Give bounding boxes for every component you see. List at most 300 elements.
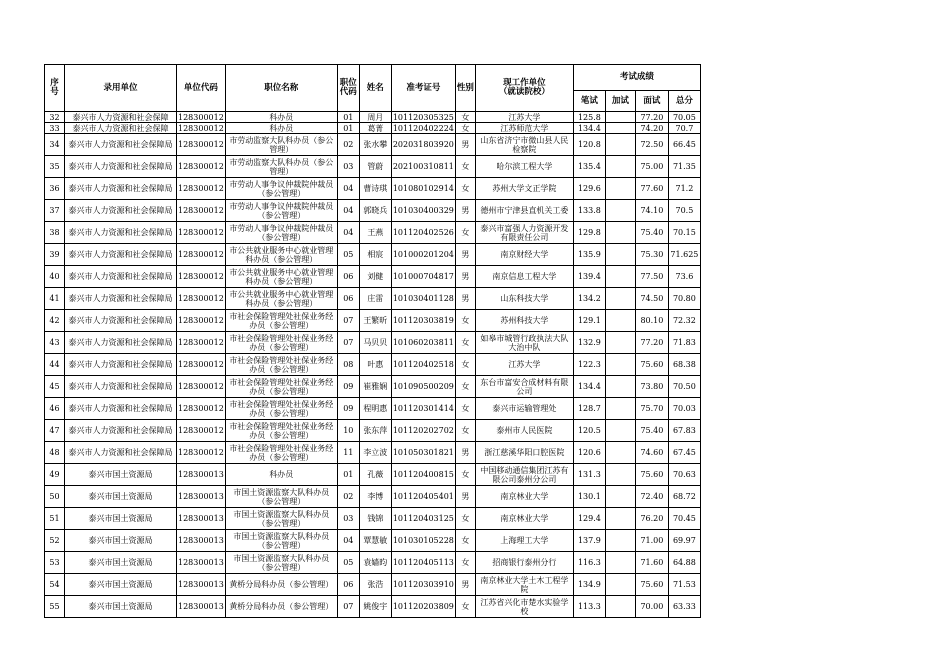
cell-current-unit: 招商银行泰州分行 [475,552,573,574]
cell-interview: 75.70 [635,398,668,420]
cell-total: 70.7 [668,123,700,134]
cell-written: 131.3 [573,464,605,486]
cell-position-code: 05 [337,244,359,266]
cell-employer: 泰兴市人力资源和社会保障局 [65,354,177,376]
cell-current-unit: 南京财经大学 [475,244,573,266]
cell-current-unit: 江苏大学 [475,354,573,376]
cell-total: 71.2 [668,178,700,200]
cell-gender: 女 [455,398,475,420]
cell-exam-no: 101120203809 [391,596,455,618]
cell-current-unit: 泰兴市富强人力资源开发有限责任公司 [475,222,573,244]
cell-name: 孔薇 [359,464,391,486]
cell-gender: 女 [455,464,475,486]
cell-current-unit: 苏州大学文正学院 [475,178,573,200]
cell-unit-code: 128300012 [177,288,226,310]
cell-written: 129.4 [573,508,605,530]
cell-written: 120.5 [573,420,605,442]
cell-interview: 75.30 [635,244,668,266]
cell-gender: 女 [455,178,475,200]
cell-unit-code: 128300013 [177,530,226,552]
cell-total: 73.6 [668,266,700,288]
cell-position-code: 02 [337,134,359,156]
cell-total: 70.50 [668,376,700,398]
table-row [45,354,701,376]
cell-current-unit: 南京林业大学 [475,508,573,530]
cell-gender: 女 [455,156,475,178]
cell-gender: 男 [455,200,475,222]
cell-interview: 80.10 [635,310,668,332]
cell-current-unit: 中国移动通信集团江苏有限公司泰州分公司 [475,464,573,486]
cell-name: 郭晓兵 [359,200,391,222]
cell-employer: 泰兴市国土资源局 [65,530,177,552]
cell-position: 市劳动人事争议仲裁院仲裁员（参公管理） [225,222,337,244]
cell-seq: 34 [45,134,65,156]
cell-gender: 女 [455,530,475,552]
table-row [45,244,701,266]
cell-written: 134.2 [573,288,605,310]
header-gender: 性别 [455,65,475,112]
cell-name: 王繁昕 [359,310,391,332]
cell-written: 120.6 [573,442,605,464]
header-current-unit: 现工作单位 （就读院校） [475,65,573,112]
cell-gender: 女 [455,354,475,376]
cell-name: 叶惠 [359,354,391,376]
cell-current-unit: 泰兴市运输管理处 [475,398,573,420]
cell-written: 135.9 [573,244,605,266]
cell-exam-no: 202031803920 [391,134,455,156]
cell-current-unit: 江苏大学 [475,112,573,123]
cell-total: 71.53 [668,574,700,596]
header-unit-code: 单位代码 [177,65,226,112]
cell-gender: 男 [455,288,475,310]
cell-exam-no: 101080102914 [391,178,455,200]
cell-position-code: 04 [337,222,359,244]
cell-written: 116.3 [573,552,605,574]
cell-gender: 男 [455,574,475,596]
cell-written: 134.4 [573,123,605,134]
cell-employer: 泰兴市人力资源和社会保障 [65,123,177,134]
cell-seq: 41 [45,288,65,310]
cell-position-code: 09 [337,398,359,420]
cell-bonus [605,156,635,178]
cell-bonus [605,222,635,244]
cell-position: 市社会保险管理处社保业务经办员（参公管理） [225,442,337,464]
cell-bonus [605,486,635,508]
cell-employer: 泰兴市人力资源和社会保障局 [65,376,177,398]
cell-unit-code: 128300013 [177,574,226,596]
cell-seq: 39 [45,244,65,266]
table-row [45,530,701,552]
cell-total: 67.45 [668,442,700,464]
cell-position: 黄桥分局科办员（参公管理） [225,574,337,596]
cell-seq: 48 [45,442,65,464]
cell-interview: 72.40 [635,486,668,508]
cell-total: 63.33 [668,596,700,618]
cell-seq: 53 [45,552,65,574]
cell-position: 市国土资源监察大队科办员（参公管理） [225,552,337,574]
cell-interview: 75.60 [635,574,668,596]
cell-name: 覃慧敏 [359,530,391,552]
cell-interview: 75.60 [635,464,668,486]
cell-gender: 女 [455,112,475,123]
cell-interview: 72.50 [635,134,668,156]
cell-employer: 泰兴市人力资源和社会保障局 [65,200,177,222]
cell-interview: 77.20 [635,112,668,123]
cell-position-code: 06 [337,266,359,288]
cell-position-code: 07 [337,310,359,332]
header-written: 笔试 [573,91,605,112]
cell-bonus [605,332,635,354]
header-bonus: 加试 [605,91,635,112]
cell-seq: 42 [45,310,65,332]
cell-unit-code: 128300012 [177,442,226,464]
table-row [45,200,701,222]
cell-unit-code: 128300012 [177,398,226,420]
table-row [45,288,701,310]
cell-seq: 52 [45,530,65,552]
table-row [45,552,701,574]
cell-total: 71.625 [668,244,700,266]
cell-interview: 77.20 [635,332,668,354]
cell-exam-no: 101000201204 [391,244,455,266]
cell-written: 128.7 [573,398,605,420]
cell-seq: 47 [45,420,65,442]
cell-total: 70.03 [668,398,700,420]
cell-position-code: 11 [337,442,359,464]
cell-unit-code: 128300012 [178,123,224,133]
cell-total: 70.45 [668,508,700,530]
cell-current-unit: 南京林业大学 [475,486,573,508]
cell-name: 曹诗琪 [359,178,391,200]
cell-interview: 70.00 [635,596,668,618]
cell-unit-code: 128300012 [177,376,226,398]
cell-unit-code: 128300012 [177,310,226,332]
cell-bonus [605,420,635,442]
header-scores-group: 考试成绩 [573,65,700,91]
cell-interview: 71.60 [635,552,668,574]
cell-seq: 50 [45,486,65,508]
cell-written: 129.6 [573,178,605,200]
cell-position: 市国土资源监察大队科办员（参公管理） [225,508,337,530]
cell-current-unit: 江苏省兴化市楚水实验学校 [475,596,573,618]
cell-current-unit: 哈尔滨工程大学 [475,156,573,178]
table-row [45,156,701,178]
cell-position: 市劳动人事争议仲裁院仲裁员（参公管理） [225,178,337,200]
cell-exam-no: 101090500209 [391,376,455,398]
cell-employer: 泰兴市人力资源和社会保障局 [65,156,177,178]
cell-name: 相宸 [359,244,391,266]
table-row [45,508,701,530]
cell-current-unit: 上海理工大学 [475,530,573,552]
cell-written: 129.8 [573,222,605,244]
cell-bonus [605,288,635,310]
cell-employer: 泰兴市国土资源局 [65,596,177,618]
cell-position: 科办员 [225,123,337,134]
cell-position: 市社会保险管理处社保业务经办员（参公管理） [225,310,337,332]
cell-seq: 36 [45,178,65,200]
cell-name: 张东萍 [359,420,391,442]
cell-exam-no: 101120400815 [391,464,455,486]
cell-seq: 44 [45,354,65,376]
cell-total: 72.32 [668,310,700,332]
cell-gender: 女 [455,508,475,530]
cell-name: 李博 [359,486,391,508]
cell-position-code: 07 [337,332,359,354]
cell-total: 66.45 [668,134,700,156]
cell-employer: 泰兴市国土资源局 [65,574,177,596]
cell-bonus [605,574,635,596]
score-table [44,64,701,618]
cell-position: 市公共就业服务中心就业管理科办员（参公管理） [225,244,337,266]
cell-bonus [605,552,635,574]
cell-position: 市社会保险管理处社保业务经办员（参公管理） [225,420,337,442]
cell-position-code: 09 [337,376,359,398]
cell-position-code: 02 [337,486,359,508]
cell-written: 129.1 [573,310,605,332]
cell-employer: 泰兴市人力资源和社会保障局 [65,222,177,244]
cell-interview: 73.80 [635,376,668,398]
cell-name: 袁嫱昀 [359,552,391,574]
cell-bonus [605,354,635,376]
cell-seq: 49 [45,464,65,486]
cell-employer: 泰兴市人力资源和社会保障局 [65,244,177,266]
cell-interview: 75.40 [635,222,668,244]
cell-unit-code: 128300012 [177,354,226,376]
table-row [45,112,701,123]
cell-name: 张浩 [359,574,391,596]
cell-name: 庄雷 [359,288,391,310]
cell-seq: 54 [45,574,65,596]
header-seq: 序 号 [45,65,65,112]
cell-written: 113.3 [573,596,605,618]
cell-exam-no: 101030401128 [391,288,455,310]
cell-bonus [605,123,635,134]
cell-written: 133.8 [573,200,605,222]
cell-position-code: 05 [337,552,359,574]
cell-position: 科办员 [225,464,337,486]
cell-position: 科办员 [225,112,337,123]
cell-written: 139.4 [573,266,605,288]
cell-name: 刘健 [359,266,391,288]
table-row [45,134,701,156]
cell-total: 70.80 [668,288,700,310]
cell-name: 李立波 [359,442,391,464]
cell-bonus [605,134,635,156]
cell-unit-code: 128300012 [178,112,224,122]
cell-gender: 男 [455,442,475,464]
cell-seq: 38 [45,222,65,244]
cell-employer: 泰兴市人力资源和社会保障局 [65,134,177,156]
cell-written: 132.9 [573,332,605,354]
header-position-code: 职位 代码 [337,65,359,112]
cell-bonus [605,266,635,288]
cell-position: 市社会保险管理处社保业务经办员（参公管理） [225,398,337,420]
cell-seq: 37 [45,200,65,222]
table-row [45,596,701,618]
cell-unit-code: 128300012 [177,134,226,156]
cell-bonus [605,530,635,552]
cell-gender: 男 [455,486,475,508]
cell-position: 市国土资源监察大队科办员（参公管理） [225,486,337,508]
cell-bonus [605,464,635,486]
cell-exam-no: 101120402224 [392,123,454,133]
cell-current-unit: 山东科技大学 [475,288,573,310]
cell-seq: 55 [45,596,65,618]
cell-seq: 45 [45,376,65,398]
cell-name: 周月 [359,112,391,123]
header-exam-no: 准考证号 [391,65,455,112]
cell-bonus [605,376,635,398]
cell-written: 125.8 [573,112,605,123]
cell-name: 钱锦 [359,508,391,530]
table-row [45,222,701,244]
cell-total: 70.15 [668,222,700,244]
cell-unit-code: 128300013 [177,464,226,486]
cell-unit-code: 128300012 [177,266,226,288]
cell-employer: 泰兴市人力资源和社会保障 [65,112,177,123]
cell-unit-code: 128300013 [177,486,226,508]
cell-position: 市公共就业服务中心就业管理科办员（参公管理） [225,266,337,288]
cell-name: 张水攀 [359,134,391,156]
cell-interview: 77.60 [635,178,668,200]
cell-gender: 男 [455,266,475,288]
cell-bonus [605,508,635,530]
cell-employer: 泰兴市国土资源局 [65,552,177,574]
cell-position-code: 06 [337,288,359,310]
cell-gender: 男 [455,134,475,156]
table-row [45,332,701,354]
table-row [45,310,701,332]
cell-employer: 泰兴市国土资源局 [65,508,177,530]
cell-bonus [605,596,635,618]
cell-position-code: 08 [337,354,359,376]
cell-total: 67.83 [668,420,700,442]
cell-bonus [605,200,635,222]
cell-total: 70.63 [668,464,700,486]
table-row [45,123,701,134]
cell-total: 71.35 [668,156,700,178]
cell-gender: 女 [455,376,475,398]
cell-current-unit: 浙江慈溪华阳口腔医院 [475,442,573,464]
cell-position: 市社会保险管理处社保业务经办员（参公管理） [225,332,337,354]
cell-employer: 泰兴市人力资源和社会保障局 [65,442,177,464]
cell-gender: 女 [455,552,475,574]
cell-seq: 40 [45,266,65,288]
cell-employer: 泰兴市人力资源和社会保障局 [65,288,177,310]
cell-gender: 女 [455,596,475,618]
cell-position-code: 04 [337,178,359,200]
cell-employer: 泰兴市人力资源和社会保障局 [65,398,177,420]
cell-interview: 74.50 [635,288,668,310]
cell-total: 70.5 [668,200,700,222]
table-row [45,398,701,420]
cell-position-code: 01 [337,123,359,134]
cell-employer: 泰兴市人力资源和社会保障局 [65,420,177,442]
cell-written: 134.9 [573,574,605,596]
header-interview: 面试 [635,91,668,112]
cell-unit-code: 128300012 [177,332,226,354]
table-row [45,420,701,442]
cell-employer: 泰兴市人力资源和社会保障局 [65,178,177,200]
cell-current-unit: 南京林业大学土木工程学院 [475,574,573,596]
cell-bonus [605,244,635,266]
cell-gender: 女 [455,310,475,332]
header-total: 总分 [668,91,700,112]
cell-unit-code: 128300012 [177,200,226,222]
cell-interview: 74.20 [635,123,668,134]
cell-employer: 泰兴市人力资源和社会保障局 [65,266,177,288]
cell-exam-no: 101120301414 [391,398,455,420]
cell-position-code: 01 [337,112,359,123]
cell-unit-code: 128300013 [177,596,226,618]
cell-exam-no: 101120405401 [391,486,455,508]
cell-exam-no: 101120303910 [391,574,455,596]
cell-employer: 泰兴市人力资源和社会保障局 [65,332,177,354]
cell-exam-no: 101120303819 [391,310,455,332]
cell-employer: 泰兴市国土资源局 [65,464,177,486]
cell-written: 137.9 [573,530,605,552]
cell-unit-code: 128300012 [177,178,226,200]
cell-unit-code: 128300013 [177,508,226,530]
cell-total: 70.05 [668,112,700,123]
cell-position-code: 04 [337,200,359,222]
cell-exam-no: 202100310811 [391,156,455,178]
cell-interview: 74.10 [635,200,668,222]
cell-exam-no: 101030105228 [391,530,455,552]
cell-name: 葛菁 [359,123,391,134]
cell-written: 135.4 [573,156,605,178]
table-row [45,486,701,508]
cell-interview: 75.40 [635,420,668,442]
cell-written: 120.8 [573,134,605,156]
cell-name: 马贝贝 [359,332,391,354]
cell-current-unit: 苏州科技大学 [475,310,573,332]
cell-position: 市劳动监察大队科办员（参公管理） [225,134,337,156]
cell-interview: 74.60 [635,442,668,464]
cell-name: 程明惠 [359,398,391,420]
cell-position: 市国土资源监察大队科办员（参公管理） [225,530,337,552]
cell-exam-no: 101120405113 [391,552,455,574]
cell-bonus [605,442,635,464]
cell-exam-no: 101120403125 [391,508,455,530]
table-row [45,464,701,486]
cell-bonus [605,310,635,332]
cell-exam-no: 101120402518 [391,354,455,376]
table-row [45,574,701,596]
cell-unit-code: 128300012 [177,420,226,442]
cell-total: 68.72 [668,486,700,508]
cell-interview: 77.50 [635,266,668,288]
cell-current-unit: 德州市宁津县直机关工委 [475,200,573,222]
cell-interview: 71.00 [635,530,668,552]
cell-exam-no: 101000704817 [391,266,455,288]
cell-name: 崔雅娴 [359,376,391,398]
cell-interview: 76.20 [635,508,668,530]
cell-position-code: 06 [337,574,359,596]
cell-position-code: 01 [337,464,359,486]
cell-position-code: 03 [337,156,359,178]
cell-seq: 32 [45,112,65,123]
cell-name: 王燕 [359,222,391,244]
cell-position-code: 03 [337,508,359,530]
cell-current-unit: 泰州市人民医院 [475,420,573,442]
cell-current-unit: 东台市富安合成材料有限公司 [475,376,573,398]
cell-bonus [605,398,635,420]
cell-seq: 46 [45,398,65,420]
cell-position-code: 04 [337,530,359,552]
cell-employer: 泰兴市人力资源和社会保障局 [65,310,177,332]
cell-exam-no: 101060203811 [391,332,455,354]
